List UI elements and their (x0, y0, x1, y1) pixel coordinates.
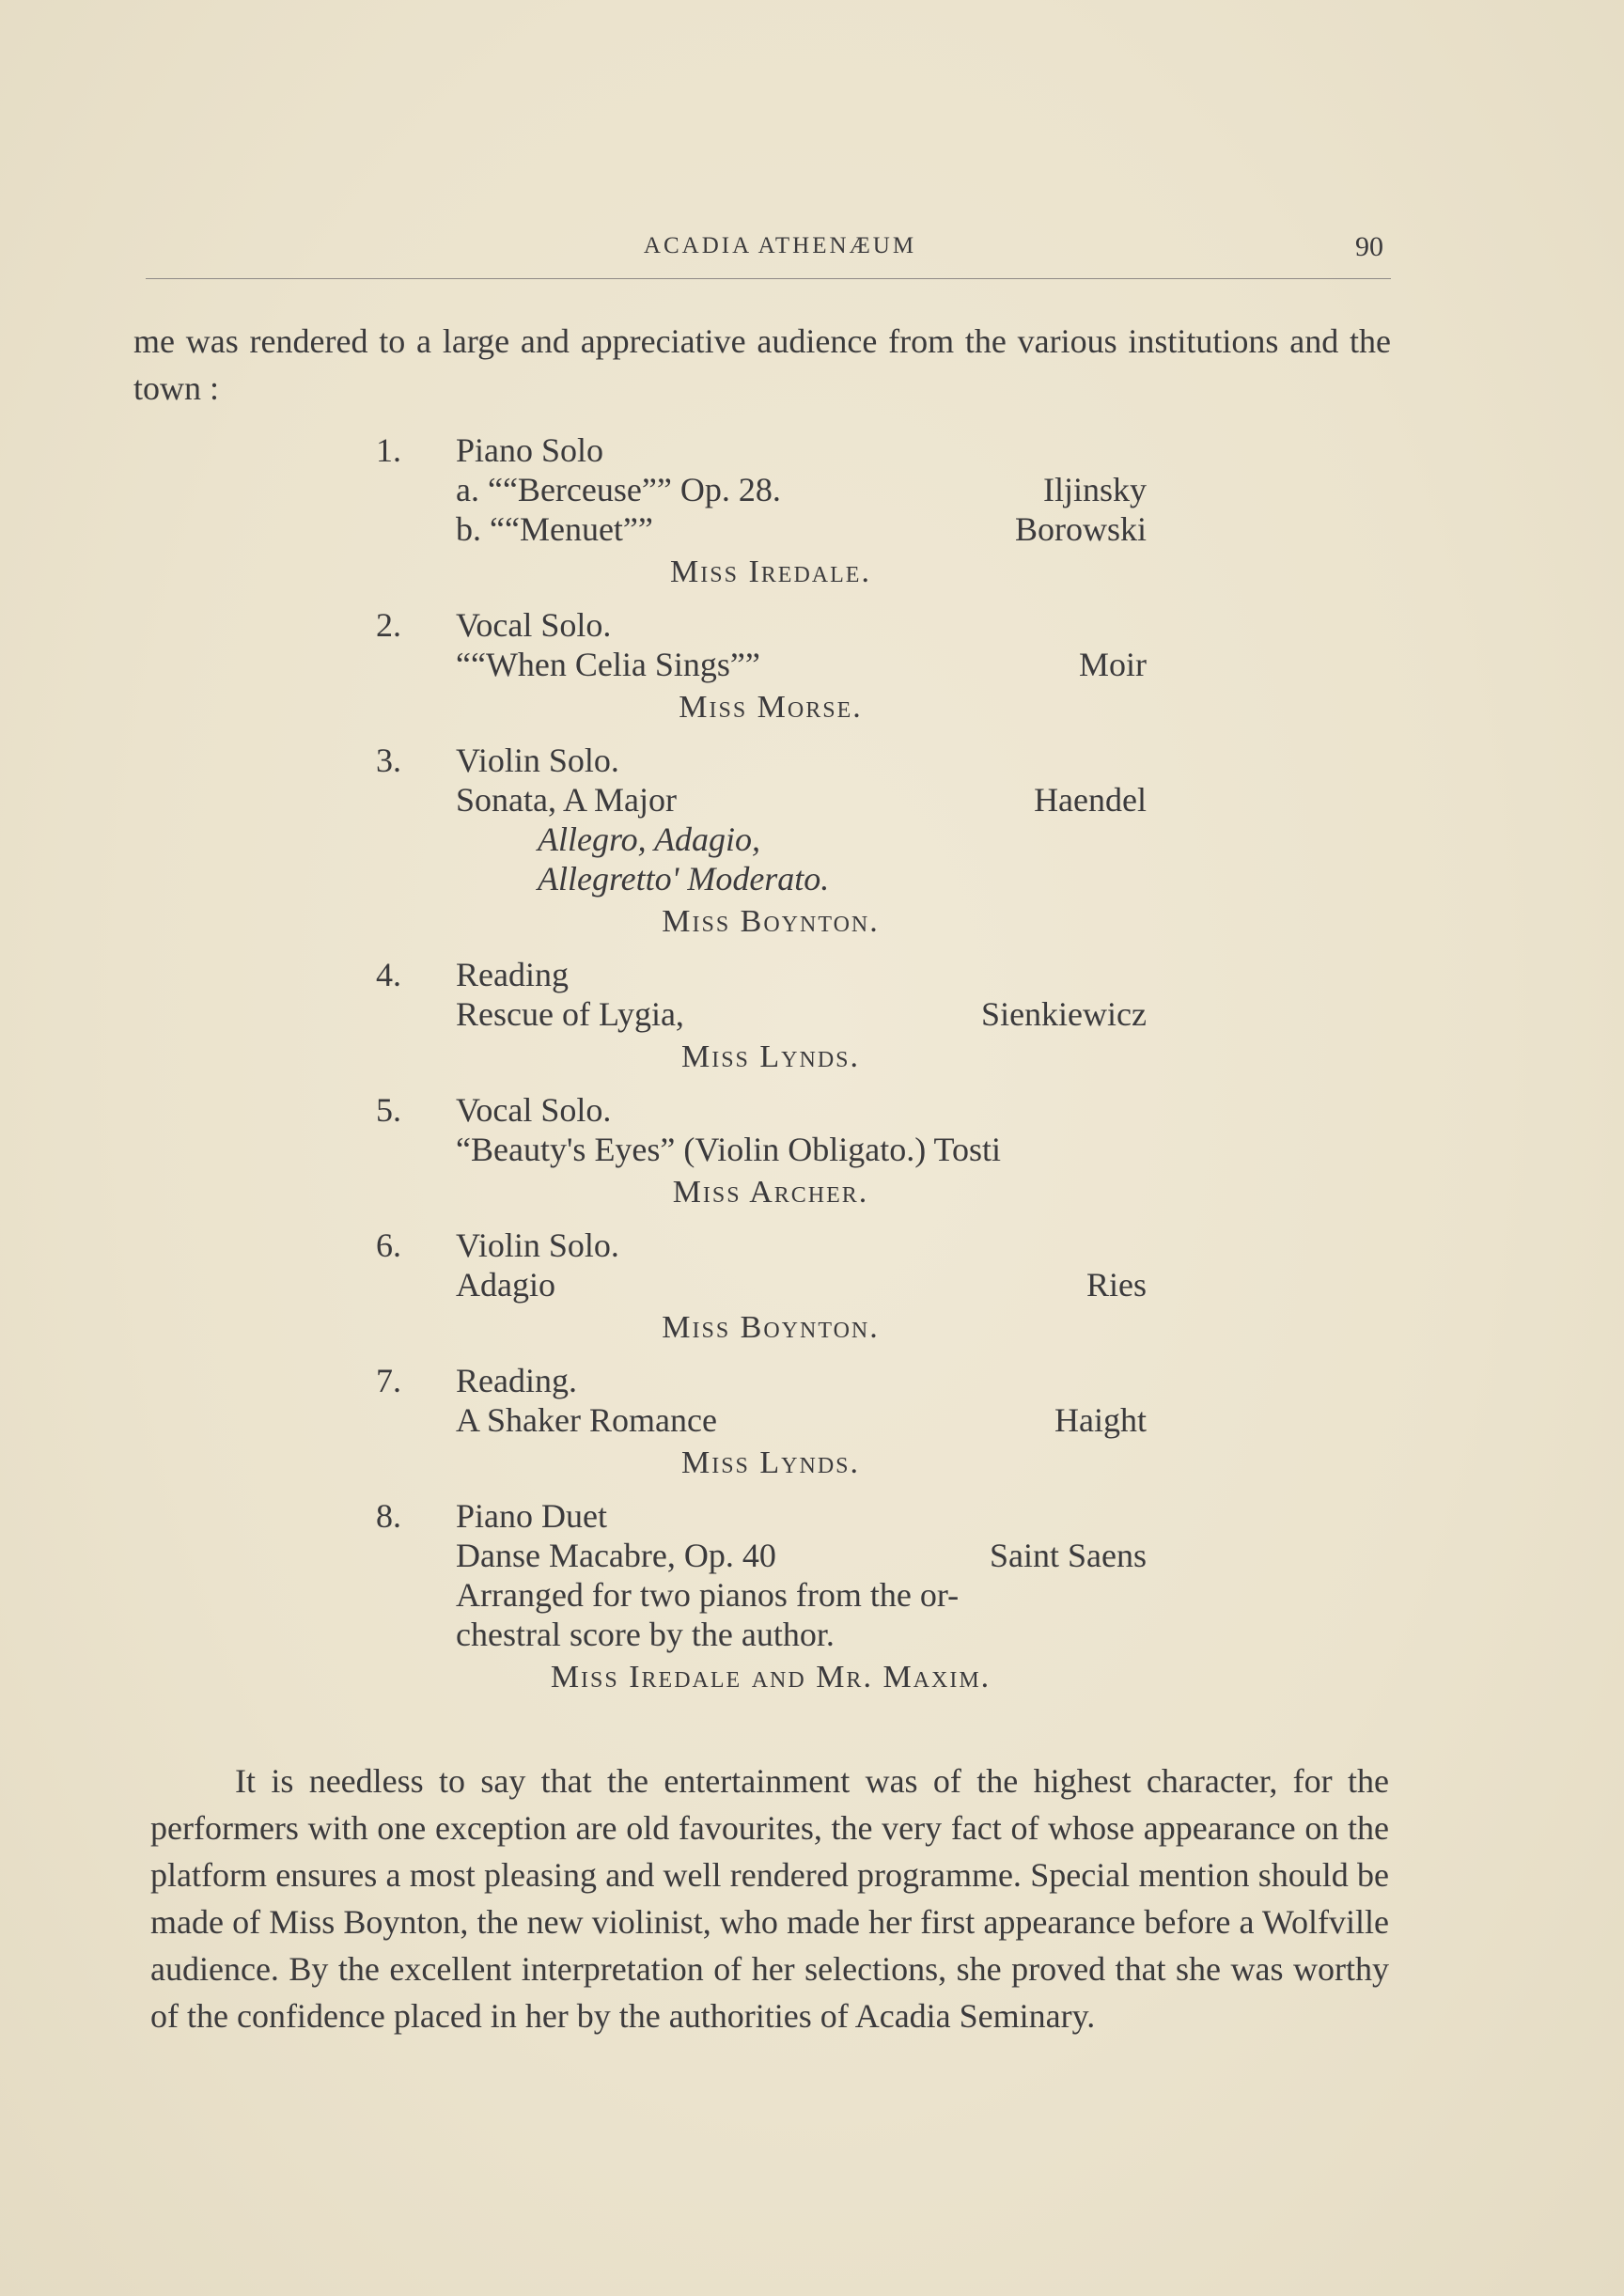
composer: Haendel (1034, 781, 1147, 819)
item-type: Piano Duet (456, 1497, 607, 1535)
program-item (376, 605, 1147, 731)
piece-title: Sonata, A Major (456, 781, 677, 819)
item-type: Violin Solo. (456, 742, 619, 779)
program-line (376, 430, 1147, 470)
item-number: 5. (376, 1091, 401, 1129)
program-line (376, 1226, 1147, 1265)
program-line (376, 780, 1147, 820)
program-line (376, 994, 1147, 1034)
item-number: 4. (376, 956, 401, 993)
composer: Borowski (1014, 510, 1147, 548)
performer: Miss Boynton. (662, 904, 880, 939)
piece-title: Allegro, Adagio, (538, 820, 760, 858)
piece-title: Rescue of Lygia, (456, 995, 684, 1033)
item-type: Vocal Solo. (456, 1091, 612, 1129)
intro-paragraph: me was rendered to a large and appreciative audience from the various institutions and the town : (133, 322, 1391, 407)
program-line (376, 509, 1147, 549)
performer: Miss Morse. (679, 690, 863, 725)
piece-title: Danse Macabre, Op. 40 (456, 1537, 776, 1574)
page-header (132, 233, 1391, 271)
page-number: 90 (1355, 231, 1383, 262)
composer: Ries (1085, 1266, 1147, 1304)
program-item (376, 1496, 1147, 1701)
program-item (376, 741, 1147, 945)
concert-program (376, 430, 1147, 1710)
program-line (376, 1265, 1147, 1304)
item-type: Reading (456, 956, 569, 993)
piece-title: ““When Celia Sings”” (456, 646, 760, 683)
piece-title: b. ““Menuet”” (456, 510, 653, 548)
program-line (376, 1496, 1147, 1536)
piece-title: A Shaker Romance (456, 1401, 717, 1439)
item-type: Reading. (456, 1362, 577, 1399)
program-line (376, 1361, 1147, 1400)
performer: Miss Iredale and Mr. Maxim. (550, 1660, 992, 1695)
program-line (376, 1400, 1147, 1440)
piece-title: Adagio (456, 1266, 555, 1304)
composer: Moir (1079, 646, 1147, 683)
item-number: 1. (376, 431, 401, 469)
performer: Miss Boynton. (662, 1310, 880, 1345)
performer: Miss Lynds. (680, 1039, 861, 1074)
program-line (376, 1615, 1147, 1654)
composer: Iljinsky (1042, 471, 1147, 508)
piece-title: Allegretto' Moderato. (538, 860, 830, 898)
program-item (376, 1361, 1147, 1487)
program-item (376, 430, 1147, 596)
composer: Sienkiewicz (981, 995, 1147, 1033)
performer: Miss Archer. (672, 1175, 869, 1210)
program-line (376, 645, 1147, 684)
piece-title: Arranged for two pianos from the or- (456, 1576, 960, 1614)
closing-paragraph: It is needless to say that the entertainment was of the highest character, for the performers with one exception are old favourites, the very fact of whose appearance on the platform ensures a most pleasing and well rendered programme. Special mention should be made of Miss Boynton, the new violinist, who made her first appearance before a Wolfville audience. By the excellent interpretation of her selections, she proved that she was worthy of the confidence placed in her by the authorities of Acadia Seminary. (150, 1762, 1389, 2035)
program-line (376, 1575, 1147, 1615)
item-number: 3. (376, 742, 401, 779)
piece-title: “Beauty's Eyes” (Violin Obligato.) Tosti (456, 1131, 1002, 1168)
piece-title: chestral score by the author. (456, 1616, 835, 1653)
running-title: ACADIA ATHENÆUM (643, 233, 917, 258)
program-line (376, 955, 1147, 994)
program-line (376, 1130, 1147, 1169)
program-item (376, 1090, 1147, 1216)
program-item (376, 955, 1147, 1081)
program-line (376, 605, 1147, 645)
item-number: 2. (376, 606, 401, 644)
piece-title: a. ““Berceuse”” Op. 28. (456, 471, 781, 508)
item-type: Piano Solo (456, 431, 604, 469)
program-item (376, 1226, 1147, 1351)
composer: Haight (1054, 1401, 1147, 1439)
performer: Miss Lynds. (680, 1445, 861, 1480)
item-type: Vocal Solo. (456, 606, 612, 644)
program-line (376, 820, 1147, 859)
program-line (376, 1536, 1147, 1575)
item-number: 7. (376, 1362, 401, 1399)
program-line (376, 1090, 1147, 1130)
item-number: 6. (376, 1226, 401, 1264)
header-rule (146, 278, 1391, 279)
program-line (376, 741, 1147, 780)
item-type: Violin Solo. (456, 1226, 619, 1264)
performer: Miss Iredale. (670, 554, 871, 589)
composer: Saint Saens (990, 1537, 1147, 1574)
program-line (376, 859, 1147, 898)
program-line (376, 470, 1147, 509)
item-number: 8. (376, 1497, 401, 1535)
